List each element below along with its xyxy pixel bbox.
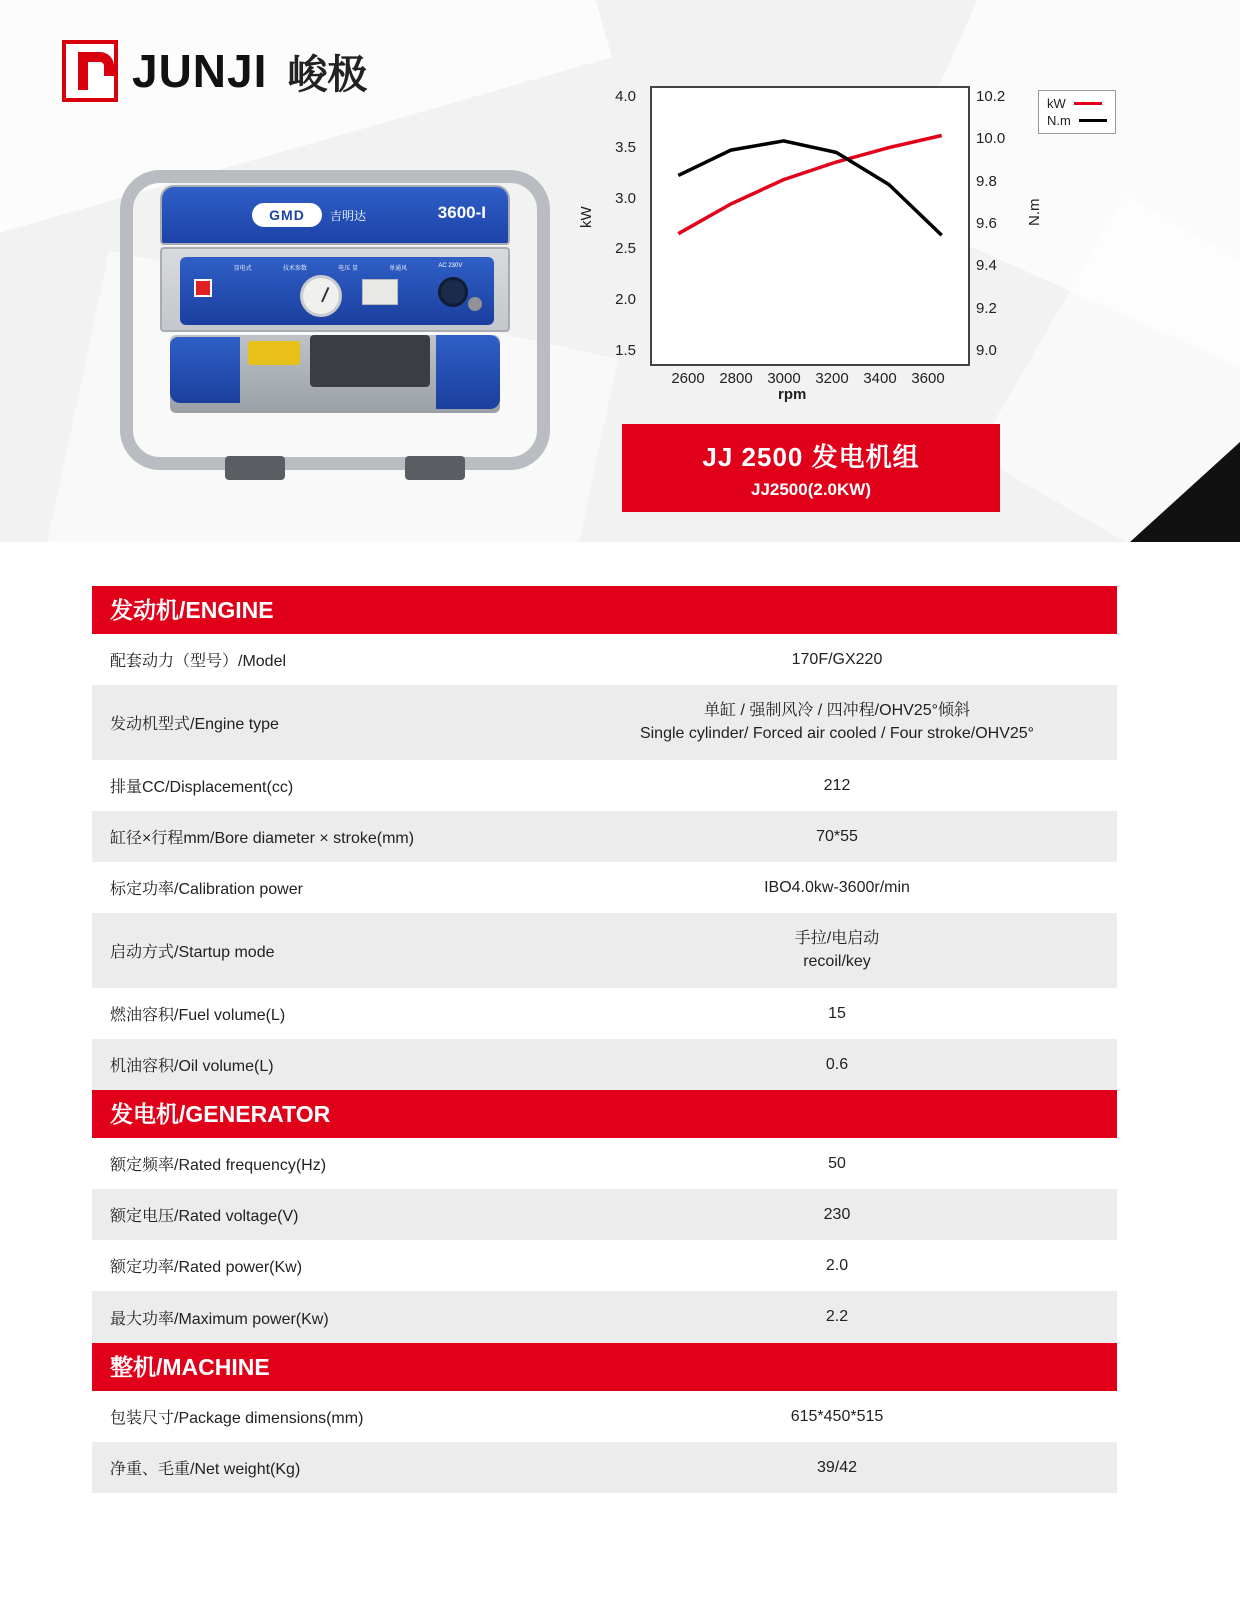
chart-x-tick: 2800 <box>719 370 753 387</box>
spec-value <box>557 862 1117 913</box>
chart-y-tick: 1.5 <box>615 341 636 359</box>
table-row <box>92 1391 1117 1442</box>
table-row <box>92 685 1117 759</box>
table-row <box>92 913 1117 987</box>
chart-x-axis-label: rpm <box>778 386 807 403</box>
legend-label-kw: kW <box>1047 96 1066 111</box>
voltmeter-gauge-icon <box>300 275 342 317</box>
spec-value-line: IBO4.0kw-3600r/min <box>764 878 910 896</box>
power-socket-icon <box>438 277 468 307</box>
decorative-corner-triangle <box>1130 442 1240 542</box>
chart-y-axis-label: kW <box>578 206 595 228</box>
spec-value <box>557 634 1117 685</box>
spec-label: 排量CC/Displacement(cc) <box>92 760 557 811</box>
spec-value <box>557 1391 1117 1442</box>
spec-value-line: 70*55 <box>816 827 858 845</box>
spec-value-line: 单缸 / 强制风冷 / 四冲程/OHV25°倾斜 <box>704 702 970 720</box>
spec-value-line: 170F/GX220 <box>791 651 883 668</box>
table-row <box>92 1240 1117 1291</box>
spec-value-line: 15 <box>828 1004 846 1022</box>
panel-label-row <box>218 263 478 275</box>
product-title: JJ 2500 发电机组 <box>702 441 920 472</box>
chart-x-tick: 3400 <box>863 370 897 387</box>
legend-item-kw <box>1047 95 1107 112</box>
air-filter-housing <box>248 341 300 365</box>
chart-y-tick: 4.0 <box>615 88 636 105</box>
spec-value-line: 39/42 <box>816 1458 858 1476</box>
section-heading: 发电机/GENERATOR <box>92 1090 1117 1138</box>
panel-label-0: 显电式 <box>233 266 252 272</box>
spec-value <box>557 1442 1117 1493</box>
chart-y2-tick: 10.2 <box>976 88 1006 105</box>
spec-label: 额定电压/Rated voltage(V) <box>92 1189 557 1240</box>
table-row <box>92 988 1117 1039</box>
junji-logo-icon <box>62 40 118 102</box>
chart-y2-tick: 9.8 <box>976 172 997 190</box>
table-row <box>92 811 1117 862</box>
generator-brand-badge: GMD <box>252 203 322 227</box>
legend-label-nm: N.m <box>1047 113 1071 128</box>
spec-label: 机油容积/Oil volume(L) <box>92 1039 557 1090</box>
table-row <box>92 1138 1117 1189</box>
chart-y2-tick: 10.0 <box>976 130 1006 148</box>
generator-fuel-tank <box>160 185 510 245</box>
ground-terminal-icon <box>468 297 482 311</box>
generator-engine-block <box>170 335 500 413</box>
spec-label: 配套动力（型号）/Model <box>92 634 557 685</box>
chart-x-tick: 2600 <box>671 370 705 387</box>
engine-cover-left <box>170 337 240 403</box>
chart-y2-tick: 9.2 <box>976 299 997 317</box>
header-banner <box>0 0 1240 542</box>
spec-label: 标定功率/Calibration power <box>92 862 557 913</box>
spec-value-line: 2.2 <box>825 1308 849 1326</box>
chart-y2-tick: 9.6 <box>976 214 997 232</box>
chart-y-tick: 3.5 <box>615 138 636 156</box>
engine-crankcase <box>310 335 430 387</box>
spec-value-line: recoil/key <box>803 953 871 971</box>
panel-label-1: 技术参数 <box>282 266 307 272</box>
generator-model-text: 3600-I <box>437 203 486 222</box>
brand-name-cn: 峻极 <box>287 52 368 97</box>
spec-value <box>557 1291 1117 1342</box>
table-row <box>92 634 1117 685</box>
product-subtitle: JJ2500(2.0KW) <box>750 479 871 499</box>
legend-swatch-nm <box>1079 119 1107 122</box>
panel-label-3: 单通风 <box>389 266 408 272</box>
spec-value <box>557 760 1117 811</box>
chart-legend <box>1038 90 1116 134</box>
section-heading: 整机/MACHINE <box>92 1343 1117 1391</box>
spec-value-line: 212 <box>823 776 851 794</box>
chart-x-tick: 3600 <box>911 370 945 387</box>
spec-label: 包装尺寸/Package dimensions(mm) <box>92 1391 557 1442</box>
panel-spec-plate <box>362 279 398 305</box>
spec-label: 净重、毛重/Net weight(Kg) <box>92 1442 557 1493</box>
generator-brand-cn: 吉明达 <box>330 209 367 223</box>
legend-item-nm <box>1047 112 1107 129</box>
brand-logo <box>62 40 367 102</box>
spec-value-line: 230 <box>823 1206 851 1224</box>
generator-panel-face <box>180 257 494 325</box>
generator-foot-left <box>225 456 285 480</box>
spec-label: 额定功率/Rated power(Kw) <box>92 1240 557 1291</box>
spec-value <box>557 1240 1117 1291</box>
generator-foot-right <box>405 456 465 480</box>
chart-y-tick: 2.5 <box>615 240 636 258</box>
chart-x-ticks <box>650 370 970 390</box>
product-photo <box>105 160 565 490</box>
chart-y-tick: 2.0 <box>615 291 636 309</box>
table-row <box>92 760 1117 811</box>
spec-label: 额定频率/Rated frequency(Hz) <box>92 1138 557 1189</box>
legend-swatch-kw <box>1074 102 1102 105</box>
spec-value-line: 2.0 <box>825 1257 849 1275</box>
chart-curves <box>652 88 968 364</box>
specifications-table <box>92 586 1117 1493</box>
chart-y2-axis-label: N.m <box>1026 198 1043 226</box>
power-switch-icon <box>194 279 212 297</box>
table-row <box>92 1189 1117 1240</box>
spec-value <box>557 913 1117 987</box>
spec-value <box>557 1189 1117 1240</box>
chart-y2-tick: 9.0 <box>976 341 997 359</box>
spec-label: 启动方式/Startup mode <box>92 913 557 987</box>
spec-value <box>557 811 1117 862</box>
table-row <box>92 1442 1117 1493</box>
spec-value <box>557 1138 1117 1189</box>
chart-y-tick: 3.0 <box>615 189 636 207</box>
table-row <box>92 1291 1117 1342</box>
table-row <box>92 862 1117 913</box>
panel-label-4: AC 230V <box>438 263 463 269</box>
performance-chart <box>578 78 1098 418</box>
chart-plot-area <box>650 86 970 366</box>
spec-value-line: Single cylinder/ Forced air cooled / Four stroke/OHV25° <box>639 725 1035 743</box>
spec-value-line: 0.6 <box>825 1055 849 1073</box>
spec-label: 最大功率/Maximum power(Kw) <box>92 1291 557 1342</box>
recoil-starter-cover <box>436 335 500 409</box>
brand-name-en: JUNJI <box>132 45 268 97</box>
generator-body <box>160 185 510 415</box>
spec-label: 燃油容积/Fuel volume(L) <box>92 988 557 1039</box>
chart-x-tick: 3200 <box>815 370 849 387</box>
generator-control-panel <box>160 247 510 332</box>
spec-label: 缸径×行程mm/Bore diameter × stroke(mm) <box>92 811 557 862</box>
spec-value-line: 50 <box>828 1154 846 1172</box>
chart-y2-tick: 9.4 <box>976 257 997 275</box>
product-title-banner <box>622 424 1000 512</box>
spec-value <box>557 685 1117 759</box>
spec-value <box>557 988 1117 1039</box>
spec-value-line: 手拉/电启动 <box>794 930 880 948</box>
table-row <box>92 1039 1117 1090</box>
section-heading: 发动机/ENGINE <box>92 586 1117 634</box>
spec-label: 发动机型式/Engine type <box>92 685 557 759</box>
panel-label-2: 电压 显 <box>338 266 358 272</box>
spec-value-line: 615*450*515 <box>790 1407 884 1425</box>
chart-x-tick: 3000 <box>767 370 801 387</box>
spec-value <box>557 1039 1117 1090</box>
